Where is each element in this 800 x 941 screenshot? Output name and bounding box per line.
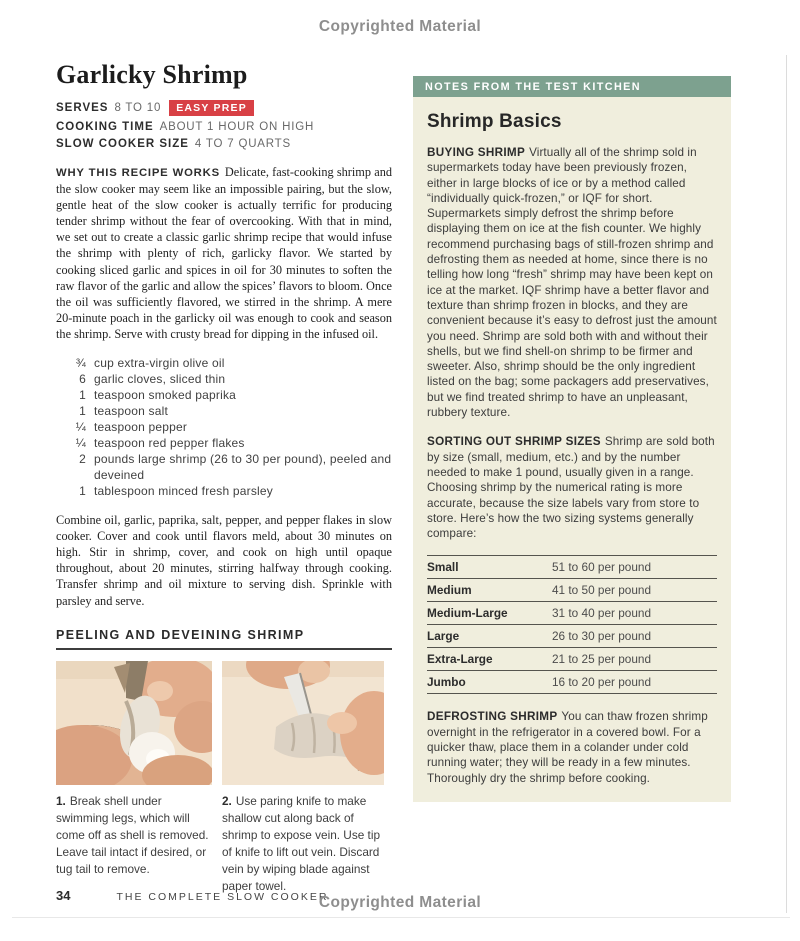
cooker-size-value: 4 TO 7 QUARTS [194,138,291,150]
size-label: Small [427,560,459,575]
technique-photos [56,661,392,785]
defrosting-label: DEFROSTING SHRIMP [427,710,558,724]
caption-step-2-text: Use paring knife to make shallow cut along back of shrimp to expose vein. Use tip of knife to lift out vein. Discard vein by wiping blade against paper towel. [222,793,381,893]
ingredient-amount: ¼ [75,420,86,435]
ingredient-text: teaspoon smoked paprika [94,388,237,403]
sidebar-title: Shrimp Basics [427,111,562,132]
caption-step-1-text: Break shell under swimming legs, which will come off as shell is removed. Leave tail intact if desired, or tug tail to remove. [56,793,209,876]
sorting-sizes-text: Shrimp are sold both by size (small, medium, etc.) and by the number needed to make 1 pound, usually given in a range. Choosing shrimp by the numerical rating is more accurate, because the size labels vary from store to store. Here’s how the two sizing systems generally compare: [427,435,715,541]
size-label: Extra-Large [427,652,493,667]
caption-step-1-number: 1. [56,793,66,808]
sidebar-box [413,97,731,802]
size-label: Medium-Large [427,606,508,621]
why-text: Delicate, fast-cooking shrimp and the slow cooker may seem like an impossible pairing, but the slow, gentle heat of the slow cooker is actually terrific for producing tender shrimp without the fear of overcooking. With that in mind, we set out to create a classic garlic shrimp recipe that would infuse the shrimp with plenty of rich, garlicky flavor. We started by cooking sliced garlic and spices in oil for 30 minutes to soften the raw flavor of the garlic and allow the spices’ flavors to bloom. Once the oil was sufficiently flavored, we stirred in the shrimp. A mere 20-minute poach in the garlicky oil was enough to cook and season the shrimp. Serve with crusty bread for dipping in the infused oil. [56,165,392,341]
cooker-size-line [56,138,392,150]
ingredient-text: teaspoon salt [94,404,168,419]
size-table-row [427,578,717,601]
cooking-time-line [56,121,392,133]
serves-line [56,100,392,116]
sidebar-banner: NOTES FROM THE TEST KITCHEN [413,76,731,97]
ingredient-item [66,451,392,483]
cooking-time-label: COOKING TIME [56,121,154,133]
sorting-sizes-paragraph [427,434,717,541]
photo-hands-breaking-shrimp-shell [56,661,212,785]
size-count: 41 to 50 per pound [552,583,652,598]
directions-paragraph: Combine oil, garlic, paprika, salt, pepper, and pepper flakes in slow cooker. Cover and cook until flavors meld, about 30 minutes on high. Stir in shrimp, cover, and cook on high until opaque throughout, about 20 minutes, stirring halfway through cooking. Transfer shrimp and oil mixture to serving dish. Sprinkle with parsley and serve. [56,513,392,608]
why-label: WHY THIS RECIPE WORKS [56,167,220,179]
ingredient-item [66,355,392,371]
page-edge-right [786,55,787,913]
recipe-meta [56,100,392,150]
technique-heading: PEELING AND DEVEINING SHRIMP [56,628,392,650]
caption-step-2-number: 2. [222,793,232,808]
ingredient-item [66,435,392,451]
page-edge-bottom [12,917,790,918]
ingredient-amount: 1 [79,484,86,499]
ingredient-text: cup extra-virgin olive oil [94,356,225,371]
ingredient-text: garlic cloves, sliced thin [94,372,226,387]
buying-shrimp-label: BUYING SHRIMP [427,146,526,159]
serves-label: SERVES [56,102,109,114]
size-count: 26 to 30 per pound [552,629,652,644]
size-label: Medium [427,583,472,598]
buying-shrimp-text: Virtually all of the shrimp sold in supermarkets today have been previously frozen, either in large blocks of ice or by a method called “individually quick-frozen,” or IQF for short. Supermarkets simply defrost the shrimp before displaying them on ice at the fish counter. We highly recommend purchasing bags of still-frozen shrimp and defrosting them as needed at home, since there is no telling how long “fresh” shrimp may have been kept on ice at the market. IQF shrimp have a better flavor and texture than shrimp frozen in blocks, and they are convenient because it’s easy to defrost just the amount you need. Shrimp are sold both with and without their shells, but we find shell-on shrimp to be firmer and sweeter. Also, shrimp should be the only ingredient listed on the bag; some packagers add preservatives, but we find treated shrimp to have an unpleasant, rubbery texture. [427,146,717,420]
size-label: Large [427,629,460,644]
size-count: 51 to 60 per pound [552,560,652,575]
recipe-column [56,60,392,895]
ingredient-amount: 1 [79,404,86,419]
caption-step-2 [222,793,384,895]
size-table-row [427,647,717,670]
size-table-row [427,624,717,647]
ingredient-amount: ¼ [75,436,86,451]
size-table-row [427,670,717,694]
copyright-banner-top: Copyrighted Material [318,18,482,35]
ingredient-item [66,483,392,499]
ingredient-amount: ¾ [75,356,86,371]
book-title: THE COMPLETE SLOW COOKER [116,891,329,903]
defrosting-text: You can thaw frozen shrimp overnight in the refrigerator in a covered bowl. For a quicker thaw, place them in a colander under cold running water; they will be ready in a few minutes. Thoroughly dry the shrimp before cooking. [427,710,708,785]
ingredient-amount: 2 [79,452,86,467]
notes-sidebar [413,76,731,802]
why-this-recipe-works [56,164,392,342]
size-count: 31 to 40 per pound [552,606,652,621]
page-number: 34 [56,888,71,903]
defrosting-paragraph [427,709,717,785]
size-count: 16 to 20 per pound [552,675,652,690]
ingredient-item [66,387,392,403]
ingredient-text: tablespoon minced fresh parsley [94,484,273,499]
ingredient-list [56,355,392,499]
photo-paring-knife-deveining-shrimp [222,661,384,785]
shrimp-size-table [427,555,717,694]
sorting-sizes-label: SORTING OUT SHRIMP SIZES [427,435,601,449]
cooker-size-label: SLOW COOKER SIZE [56,138,189,150]
ingredient-item [66,419,392,435]
size-table-row [427,555,717,578]
ingredient-text: teaspoon red pepper flakes [94,436,245,451]
ingredient-item [66,371,392,387]
technique-captions [56,793,392,895]
ingredient-amount: 6 [79,372,86,387]
copyright-banner-bottom: Copyrighted Material [318,894,482,911]
ingredient-item [66,403,392,419]
serves-value: 8 TO 10 [114,102,162,114]
size-table-row [427,601,717,624]
buying-shrimp-paragraph [427,145,717,420]
recipe-title: Garlicky Shrimp [56,60,248,89]
ingredient-amount: 1 [79,388,86,403]
easy-prep-badge: EASY PREP [169,100,254,116]
ingredient-text: teaspoon pepper [94,420,188,435]
cooking-time-value: ABOUT 1 HOUR ON HIGH [159,121,315,133]
ingredient-text: pounds large shrimp (26 to 30 per pound), peeled and deveined [94,452,392,483]
size-label: Jumbo [427,675,466,690]
caption-step-1 [56,793,212,895]
size-count: 21 to 25 per pound [552,652,652,667]
